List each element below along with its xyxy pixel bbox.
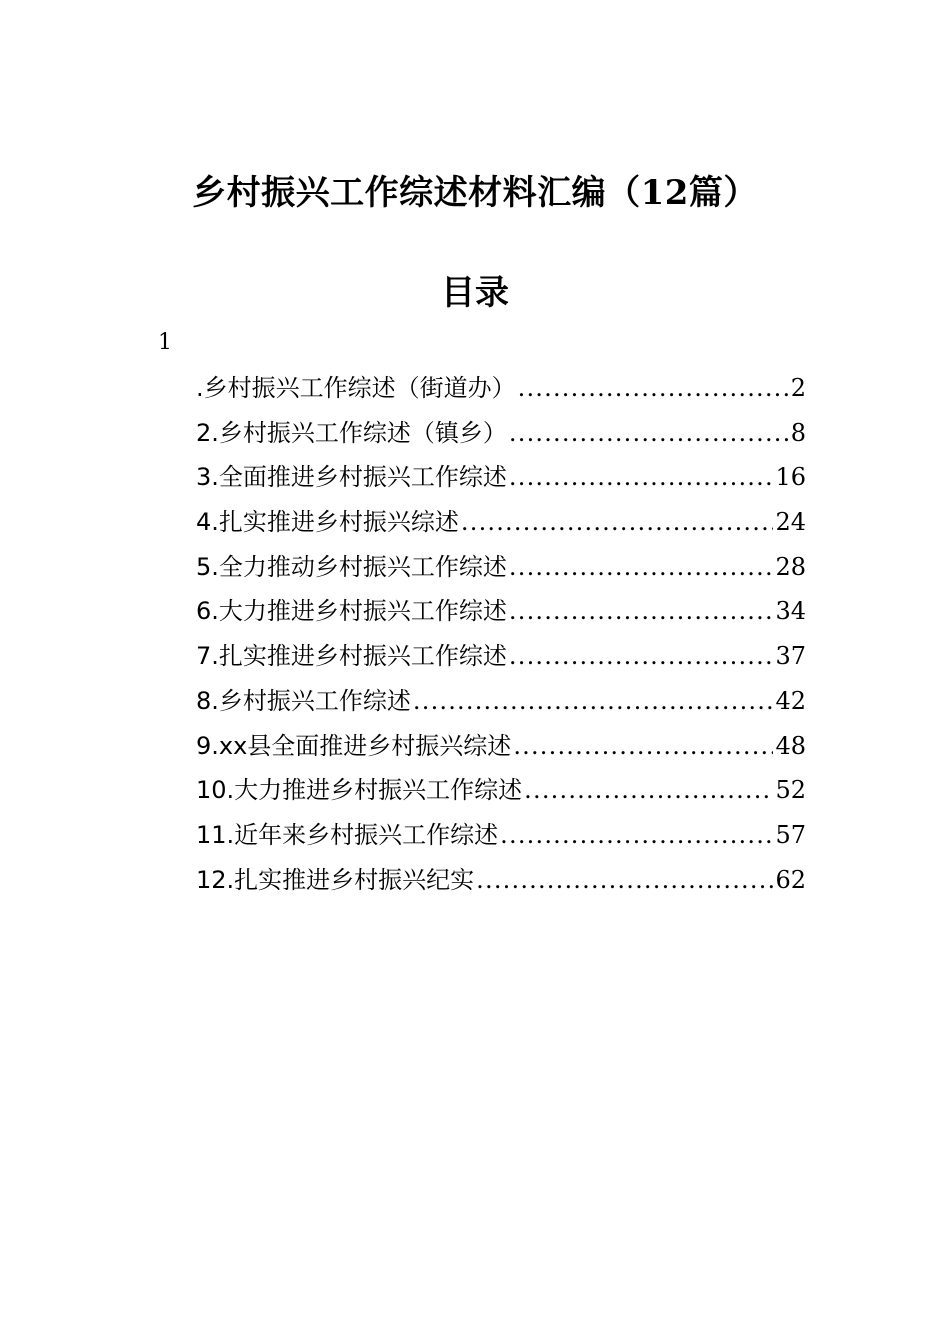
toc-entry-label: 11.近年来乡村振兴工作综述 [196, 820, 499, 849]
toc-entry[interactable] [196, 858, 806, 903]
toc-entry-label: 10.大力推进乡村振兴工作综述 [196, 776, 523, 805]
toc-entry[interactable] [196, 813, 806, 858]
toc-dot-leader [413, 679, 774, 724]
toc-entry-label: 8.乡村振兴工作综述 [196, 686, 411, 715]
toc-dot-leader [513, 724, 773, 769]
toc-entry-label: 6.大力推进乡村振兴工作综述 [196, 597, 507, 626]
toc-dot-leader [518, 366, 789, 411]
toc-entry[interactable] [196, 679, 806, 724]
toc-entry-page: 37 [775, 642, 806, 671]
toc-entry-label: 3.全面推进乡村振兴工作综述 [196, 463, 507, 492]
toc-entry[interactable] [196, 455, 806, 500]
toc-dot-leader [509, 545, 774, 590]
toc-entry-page: 57 [775, 820, 806, 849]
toc-entry-page: 52 [775, 776, 806, 805]
toc-entry-label: 9.xx县全面推进乡村振兴综述 [196, 731, 512, 760]
toc-entry-label: 2.乡村振兴工作综述（镇乡） [196, 418, 507, 447]
toc-entry-page: 62 [775, 865, 806, 894]
toc-dot-leader [500, 813, 773, 858]
toc-entry[interactable] [196, 545, 806, 590]
toc-entry-label: 12.扎实推进乡村振兴纪实 [196, 865, 475, 894]
toc-entry-page: 34 [775, 597, 806, 626]
page-marker: 1 [158, 330, 172, 355]
toc-entry-page: 16 [775, 463, 806, 492]
toc-entry[interactable] [196, 589, 806, 634]
toc-entry[interactable] [196, 366, 806, 411]
toc-dot-leader [509, 634, 774, 679]
toc-entry[interactable] [196, 724, 806, 769]
toc-dot-leader [476, 858, 773, 903]
table-of-contents [196, 366, 806, 902]
toc-entry-label: 4.扎实推进乡村振兴综述 [196, 508, 459, 537]
toc-entry[interactable] [196, 411, 806, 456]
toc-entry[interactable] [196, 768, 806, 813]
toc-dot-leader [509, 589, 774, 634]
toc-entry-page: 8 [790, 418, 806, 447]
toc-entry-page: 42 [775, 686, 806, 715]
toc-dot-leader [524, 768, 773, 813]
toc-heading: 目录 [441, 273, 509, 313]
toc-entry-page: 28 [775, 552, 806, 581]
toc-dot-leader [461, 500, 774, 545]
toc-entry-page: 2 [790, 374, 806, 402]
toc-entry-label: 7.扎实推进乡村振兴工作综述 [196, 642, 507, 671]
page-title: 乡村振兴工作综述材料汇编（12篇） [192, 173, 758, 213]
toc-entry[interactable] [196, 634, 806, 679]
toc-entry-page: 48 [775, 731, 806, 760]
toc-entry-page: 24 [775, 508, 806, 537]
toc-dot-leader [509, 411, 789, 456]
toc-entry-label: .乡村振兴工作综述（街道办） [196, 374, 516, 402]
toc-dot-leader [509, 455, 774, 500]
toc-entry[interactable] [196, 500, 806, 545]
toc-entry-label: 5.全力推动乡村振兴工作综述 [196, 552, 507, 581]
